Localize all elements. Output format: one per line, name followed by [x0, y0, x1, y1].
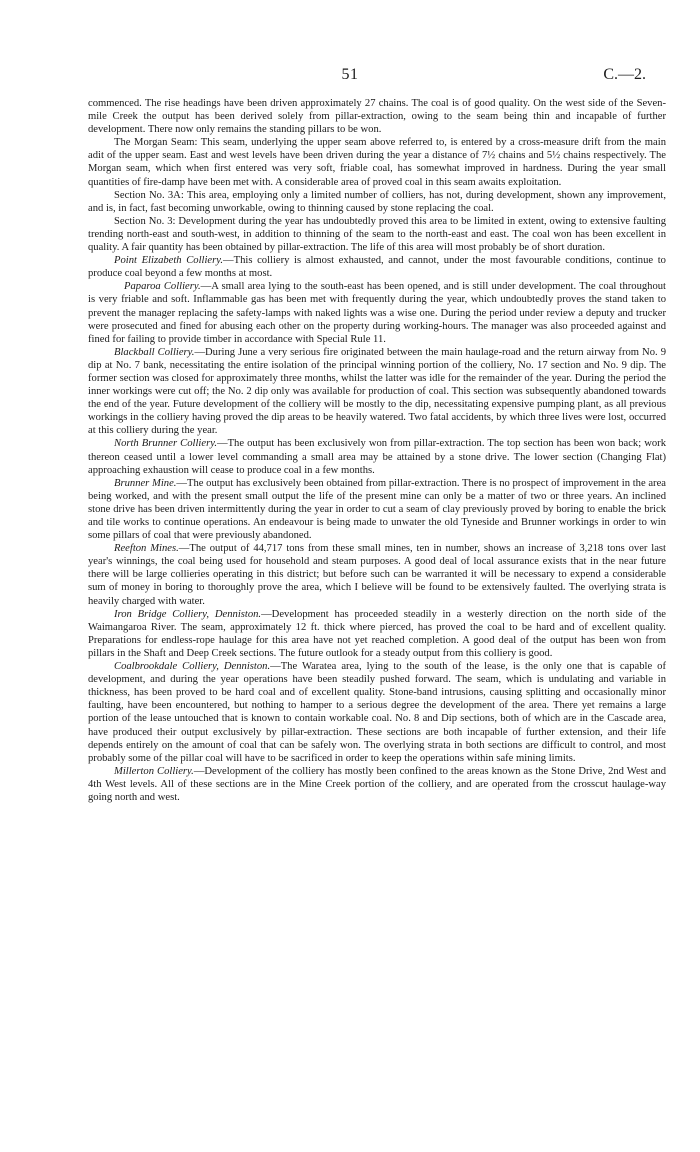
paragraph: The Morgan Seam: This seam, underlying the upper seam above referred to, is entered by a cross-measure drift from the main adit of the upper seam. East and west levels have been driven during the year a distance of 7½ chains and 5½ chains respectively. The Morgan seam, which when first entered was very soft, friable coal, has somewhat improved in hardness. During the year small quantities of fire-damp have been met with. A considerable area of proved coal in this seam awaits exploitation. [88, 137, 666, 188]
paragraph: Section No. 3A: This area, employing only a limited number of colliers, has not, during development, shown any improvement, and is, in fact, fast becoming unworkable, owing to thinning caused by stone replacing the coal. [88, 189, 666, 214]
section-heading: Blackball Colliery. [114, 346, 195, 358]
paragraph: commenced. The rise headings have been driven approximately 27 chains. The coal is of good quality. On the west side of the Seven-mile Creek the output has been derived solely from pillar-extraction, owing to the seam being thin and incapable of further development. There now only remains the standing pillars to be won. [88, 98, 666, 136]
page-number: 51 [341, 66, 359, 83]
paragraph: Paparoa Colliery.—A small area lying to the south-east has been opened, and is still under development. The coal throughout is very friable and soft. Inflammable gas has been met with frequently during the year, which undoubtedly proves the stand taken to prevent the manager replacing the safety-lamps with naked lights was a wise one. During the period under review a deputy and trucker were prosecuted and fined for abusing each other on the property during working-hours. The manager was also proceeded against and fined for failing to provide timber in accordance with Special Rule 11. [88, 281, 667, 345]
paragraph: Point Elizabeth Colliery.—This colliery is almost exhausted, and cannot, under the most favourable conditions, continue to produce coal beyond a few months at most. [88, 255, 666, 280]
section-heading: Point Elizabeth Colliery. [114, 255, 224, 267]
paragraph: Millerton Colliery.—Development of the colliery has mostly been confined to the areas known as the Stone Drive, 2nd West and 4th West levels. All of these sections are in the Mine Creek portion of the colliery, and are operated from the crosscut haulage-way going north and west. [88, 765, 667, 803]
paragraph: Reefton Mines.—The output of 44,717 tons from these small mines, ten in number, shows an increase of 3,218 tons over last year's winnings, the coal being used for household and steam purposes. A good deal of local assurance exists that in the near future there will be large collieries operating in this district; but before such can be warranted it will be necessary to expend a considerable sum of money in boring to thoroughly prove the area, which I believe will be found to be extensively faulted. The overlying strata is heavily charged with water. [88, 543, 666, 607]
document-reference: C.—2. [603, 66, 646, 83]
paragraph: North Brunner Colliery.—The output has been exclusively won from pillar-extraction. The top section has been won back; work thereon ceased until a lower level commanding a small area may be attained by a stone drive. The lower section (Changing Flat) approaching exhaustion will cease to produce coal in a few months. [88, 438, 666, 476]
section-heading: Coalbrookdale Colliery, Denniston. [114, 661, 271, 673]
section-heading: Iron Bridge Colliery, Denniston. [114, 608, 262, 620]
paragraph: Blackball Colliery.—During June a very serious fire originated between the main haulage-road and the return airway from No. 9 dip at No. 7 bank, necessitating the entire isolation of the principal winning portion of the colliery, No. 17 section and No. 9 dip. The former section was closed for approximately three months, whilst the latter was idle for the remainder of the year. During the period the inner workings were cut off; the No. 2 dip only was available for production of coal. This section was subsequently abandoned towards the end of the year. Future development of the colliery will be mostly to the dip, necessitating expensive pumping plant, as all previous workings in the colliery having proved the dip areas to be heavily watered. Two fatal accidents, by which three lives were lost, occurred at this colliery during the year. [88, 346, 666, 437]
section-heading: North Brunner Colliery. [114, 438, 217, 450]
section-heading: Millerton Colliery. [114, 765, 194, 777]
paragraph: Section No. 3: Development during the year has undoubtedly proved this area to be limited in extent, owing to extensive faulting trending north-east and south-west, in addition to thinning of the seam to the north-east and east. The coal won has been excellent in quality. A fair quantity has been obtained by pillar-extraction. The life of this area will most probably be of short duration. [88, 215, 666, 254]
paragraph: Coalbrookdale Colliery, Denniston.—The Waratea area, lying to the south of the lease, is the only one that is capable of development, and during the year operations have been steadily pushed forward. The seam, which is undulating and variable in thickness, has been proved to be hard coal and of excellent quality. Stone-band intrusions, causing splitting and occasionally minor faulting, have been encountered, but nothing to hamper to a serious degree the development of the area. There yet remains a large portion of the lease untouched that is known to contain workable coal. No. 8 and Dip sections, both of which are in the Cascade area, have produced their output exclusively by pillar-extraction. These sections are both incapable of further extension, and their life depends entirely on the amount of coal that can be safely won. The overlying strata in both sections are difficult to control, and most probably some of the pillar coal will have to be sacrificed in order to keep the operations within safe mining limits. [88, 661, 666, 764]
section-heading: Reefton Mines. [114, 543, 179, 555]
section-heading: Paparoa Colliery. [124, 281, 201, 293]
paragraph: Brunner Mine.—The output has exclusively been obtained from pillar-extraction. There is no prospect of improvement in the area being worked, and with the present small output the life of the present mine can only be a matter of two or three years. An inclined stone drive has been driven intermittently during the year in order to cut a seam of clay previously proved by boring to enable the brick and tile works to continue operations. An endeavour is being made to unwater the old Tyneside and Brunner workings in order to win some pillars of coal that were previously abandoned. [88, 477, 666, 542]
section-heading: Brunner Mine. [114, 477, 177, 489]
paragraph: Iron Bridge Colliery, Denniston.—Development has proceeded steadily in a westerly direction on the north side of the Waimangaroa River. The seam, approximately 12 ft. thick where pierced, has proved the coal to be hard and of excellent quality. Preparations for endless-rope haulage for this area have not yet reached completion. A good deal of the output has been won from pillars in the Shaft and Deep Creek sections. The future outlook for a steady output from this colliery is good. [88, 608, 666, 659]
body-text [88, 97, 666, 804]
